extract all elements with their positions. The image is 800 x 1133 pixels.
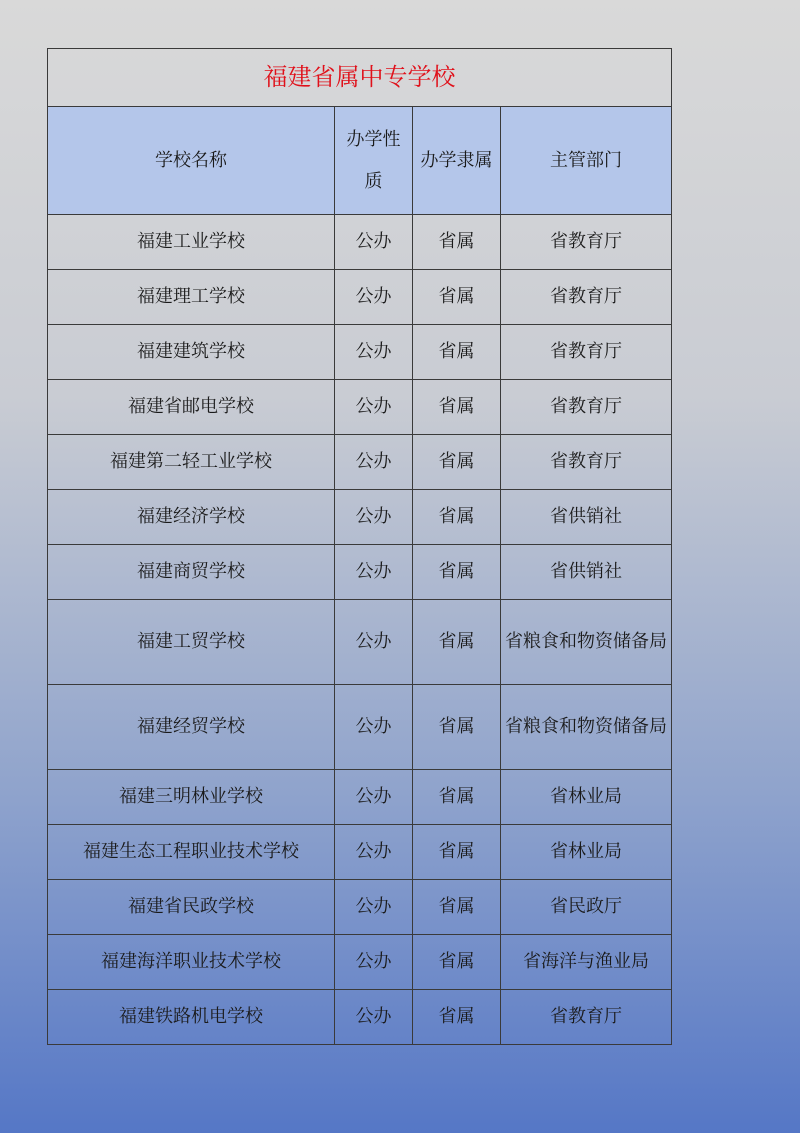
- table-row: [48, 880, 672, 935]
- cell-affiliation: 省属: [413, 770, 501, 825]
- cell-school-name: 福建工贸学校: [48, 600, 335, 685]
- cell-nature: 公办: [335, 990, 413, 1045]
- cell-nature: 公办: [335, 380, 413, 435]
- cell-affiliation: 省属: [413, 325, 501, 380]
- table-title: 福建省属中专学校: [48, 49, 672, 107]
- cell-school-name: 福建三明林业学校: [48, 770, 335, 825]
- cell-department: 省供销社: [501, 545, 672, 600]
- table-row: [48, 685, 672, 770]
- table-row: [48, 380, 672, 435]
- cell-affiliation: 省属: [413, 880, 501, 935]
- header-school-name: 学校名称: [48, 107, 335, 215]
- cell-affiliation: 省属: [413, 490, 501, 545]
- cell-nature: 公办: [335, 770, 413, 825]
- cell-department: 省教育厅: [501, 215, 672, 270]
- cell-nature: 公办: [335, 600, 413, 685]
- table-row: [48, 545, 672, 600]
- cell-school-name: 福建海洋职业技术学校: [48, 935, 335, 990]
- cell-school-name: 福建铁路机电学校: [48, 990, 335, 1045]
- cell-department: 省林业局: [501, 770, 672, 825]
- cell-school-name: 福建生态工程职业技术学校: [48, 825, 335, 880]
- cell-school-name: 福建工业学校: [48, 215, 335, 270]
- cell-affiliation: 省属: [413, 825, 501, 880]
- cell-school-name: 福建省邮电学校: [48, 380, 335, 435]
- cell-school-name: 福建建筑学校: [48, 325, 335, 380]
- cell-nature: 公办: [335, 270, 413, 325]
- school-table: [47, 48, 672, 1045]
- cell-nature: 公办: [335, 545, 413, 600]
- table-row: [48, 990, 672, 1045]
- cell-nature: 公办: [335, 490, 413, 545]
- cell-nature: 公办: [335, 825, 413, 880]
- cell-nature: 公办: [335, 685, 413, 770]
- header-department: 主管部门: [501, 107, 672, 215]
- cell-school-name: 福建理工学校: [48, 270, 335, 325]
- cell-department: 省教育厅: [501, 270, 672, 325]
- cell-department: 省粮食和物资储备局: [501, 685, 672, 770]
- cell-department: 省粮食和物资储备局: [501, 600, 672, 685]
- cell-school-name: 福建经济学校: [48, 490, 335, 545]
- cell-nature: 公办: [335, 435, 413, 490]
- cell-department: 省海洋与渔业局: [501, 935, 672, 990]
- cell-affiliation: 省属: [413, 215, 501, 270]
- table-row: [48, 490, 672, 545]
- table-row: [48, 325, 672, 380]
- cell-affiliation: 省属: [413, 380, 501, 435]
- cell-department: 省林业局: [501, 825, 672, 880]
- cell-nature: 公办: [335, 935, 413, 990]
- cell-school-name: 福建经贸学校: [48, 685, 335, 770]
- cell-nature: 公办: [335, 880, 413, 935]
- table-row: [48, 435, 672, 490]
- header-row: [48, 107, 672, 215]
- table-body: [48, 215, 672, 1045]
- table-row: [48, 215, 672, 270]
- cell-affiliation: 省属: [413, 270, 501, 325]
- cell-nature: 公办: [335, 215, 413, 270]
- cell-department: 省教育厅: [501, 990, 672, 1045]
- cell-nature: 公办: [335, 325, 413, 380]
- cell-department: 省民政厅: [501, 880, 672, 935]
- header-affiliation: 办学隶属: [413, 107, 501, 215]
- table-row: [48, 600, 672, 685]
- cell-affiliation: 省属: [413, 685, 501, 770]
- cell-department: 省供销社: [501, 490, 672, 545]
- cell-school-name: 福建省民政学校: [48, 880, 335, 935]
- table-row: [48, 935, 672, 990]
- table-row: [48, 825, 672, 880]
- cell-affiliation: 省属: [413, 990, 501, 1045]
- cell-affiliation: 省属: [413, 600, 501, 685]
- cell-affiliation: 省属: [413, 435, 501, 490]
- cell-department: 省教育厅: [501, 435, 672, 490]
- table-row: [48, 270, 672, 325]
- cell-department: 省教育厅: [501, 380, 672, 435]
- header-nature: 办学性质: [335, 107, 413, 215]
- table-row: [48, 770, 672, 825]
- cell-affiliation: 省属: [413, 545, 501, 600]
- cell-school-name: 福建第二轻工业学校: [48, 435, 335, 490]
- school-table-sheet: [47, 48, 671, 1045]
- cell-affiliation: 省属: [413, 935, 501, 990]
- cell-department: 省教育厅: [501, 325, 672, 380]
- cell-school-name: 福建商贸学校: [48, 545, 335, 600]
